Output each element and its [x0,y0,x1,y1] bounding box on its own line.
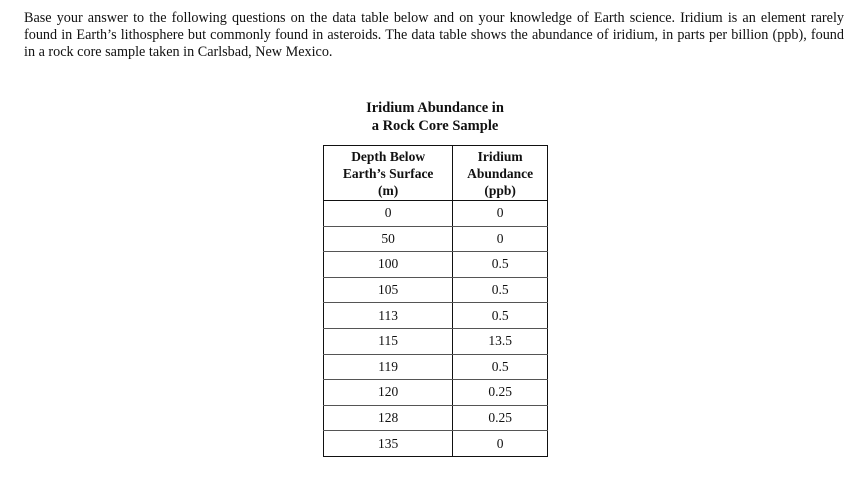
table-row [324,277,548,303]
abundance-cell: 0.5 [453,252,548,278]
table-row [324,226,548,252]
depth-cell: 113 [324,303,453,329]
depth-header-line-2: Earth’s Surface [342,165,434,181]
abundance-header-line-1: Iridium [477,148,523,164]
depth-cell: 105 [324,277,453,303]
table-row [324,354,548,380]
depth-cell: 119 [324,354,453,380]
table-row [324,201,548,227]
iridium-data-table [323,145,548,457]
abundance-cell: 0 [453,226,548,252]
depth-cell: 120 [324,380,453,406]
abundance-cell: 0 [453,431,548,457]
abundance-column-header [453,146,548,201]
abundance-header-line-2: Abundance [467,165,534,181]
depth-cell: 0 [324,201,453,227]
depth-cell: 100 [324,252,453,278]
table-row [324,380,548,406]
intro-paragraph: Base your answer to the following questions on the data table below and on your knowledge of Earth science. Iridium is an element rarely found in Earth’s lithosphere but commonly found in asteroids. The data table shows the abundance of iridium, in parts per billion (ppb), found in a rock core sample taken in Carlsbad, New Mexico. [24,10,844,60]
abundance-cell: 0.5 [453,303,548,329]
abundance-cell: 0.25 [453,405,548,431]
depth-header-unit: (m) [378,182,399,198]
table-row [324,405,548,431]
table-row [324,303,548,329]
abundance-cell: 0 [453,201,548,227]
abundance-cell: 0.5 [453,277,548,303]
depth-cell: 128 [324,405,453,431]
table-header-row [324,146,548,201]
depth-cell: 50 [324,226,453,252]
table-row [324,252,548,278]
depth-cell: 135 [324,431,453,457]
table-row [324,328,548,354]
depth-header-line-1: Depth Below [351,148,426,164]
table-title [323,99,547,135]
abundance-cell: 0.25 [453,380,548,406]
table-row [324,431,548,457]
table-title-line-2: a Rock Core Sample [371,118,499,134]
depth-column-header [324,146,453,201]
table-title-line-1: Iridium Abundance in [366,100,504,116]
depth-cell: 115 [324,328,453,354]
abundance-cell: 0.5 [453,354,548,380]
abundance-cell: 13.5 [453,328,548,354]
abundance-header-unit: (ppb) [484,182,516,198]
